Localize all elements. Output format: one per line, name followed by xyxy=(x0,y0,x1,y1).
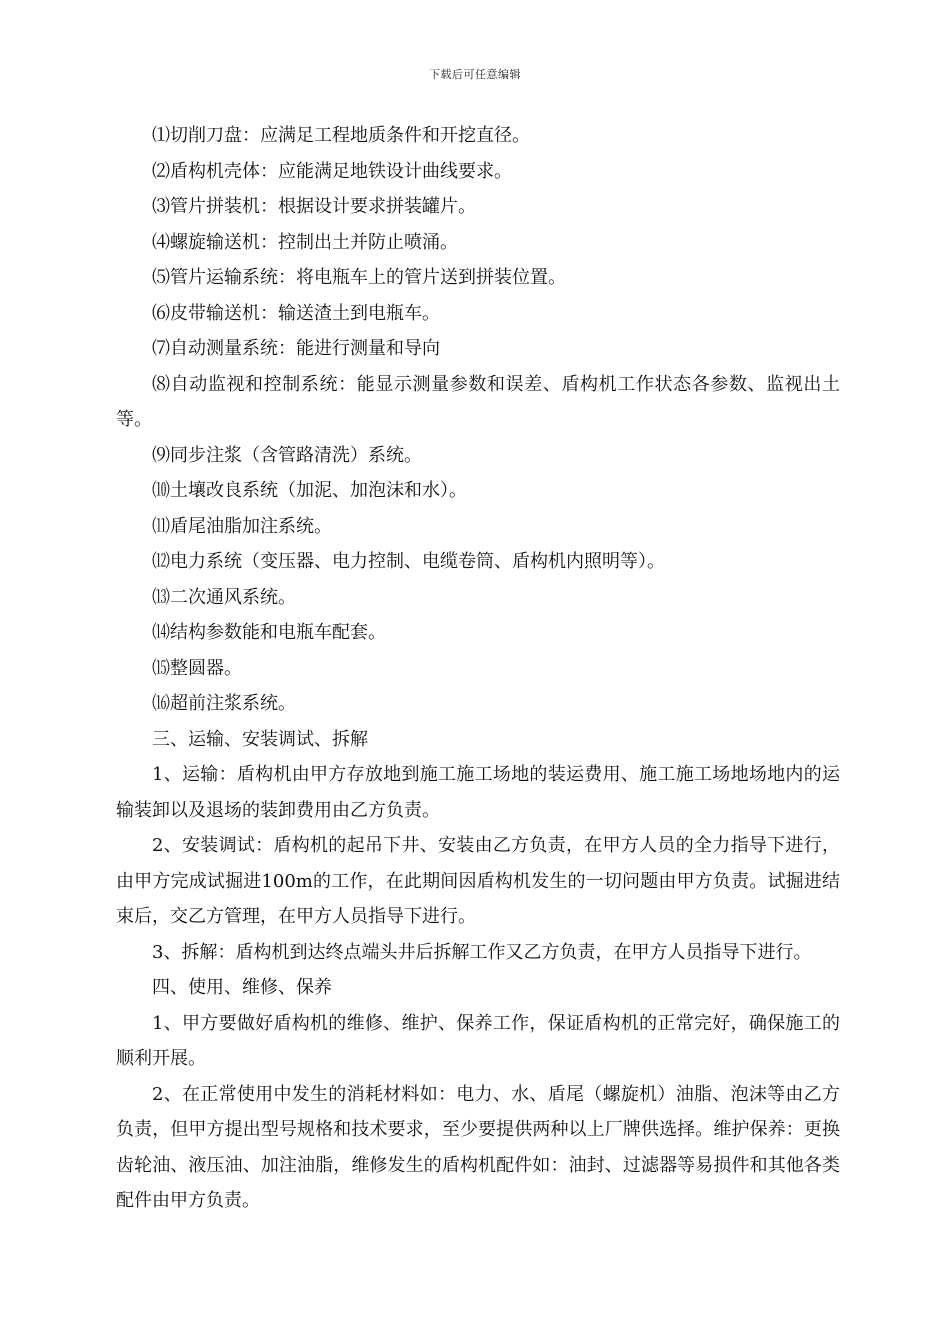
header-note: 下载后可任意编辑 xyxy=(429,68,521,81)
list-item-advance-grouting: ⒃超前注浆系统。 xyxy=(152,693,296,714)
list-item-auto-survey: ⑺自动测量系统：能进行测量和导向 xyxy=(152,338,440,359)
list-item-rounder: ⒂整圆器。 xyxy=(152,657,242,679)
paragraph-dismantling: 3、拆解：盾构机到达终点端头井后拆解工作又乙方负责，在甲方人员指导下进行。 xyxy=(152,941,812,963)
list-item-shield-shell: ⑵盾构机壳体：应能满足地铁设计曲线要求。 xyxy=(152,160,512,182)
section-heading-maintenance: 四、使用、维修、保养 xyxy=(152,977,332,998)
paragraph-maintenance-duty: 1、甲方要做好盾构机的维修、维护、保养工作，保证盾构机的正常完好，确保施工的顺利开展。 xyxy=(116,1012,840,1069)
section-heading-transport: 三、运输、安装调试、拆解 xyxy=(152,728,368,750)
list-item-cutter-head: ⑴切削刀盘：应满足工程地质条件和开挖直径。 xyxy=(152,125,530,146)
list-item-grouting: ⑼同步注浆（含管路清洗）系统。 xyxy=(152,444,422,466)
list-item-segment-erector: ⑶管片拼装机：根据设计要求拼装罐片。 xyxy=(152,196,476,217)
list-item-tail-grease: ⑾盾尾油脂加注系统。 xyxy=(152,515,332,537)
list-item-segment-transport: ⑸管片运输系统：将电瓶车上的管片送到拼装位置。 xyxy=(152,267,566,288)
list-item-monitoring-control: ⑻自动监视和控制系统：能显示测量参数和误差、盾构机工作状态各参数、监视出土等。 xyxy=(116,373,840,430)
paragraph-transport: 1、运输：盾构机由甲方存放地到施工施工场地的装运费用、施工施工场地场地内的运输装卸以及退场的装卸费用由乙方负责。 xyxy=(116,764,840,821)
list-item-screw-conveyor: ⑷螺旋输送机：控制出土并防止喷涌。 xyxy=(152,231,458,253)
paragraph-consumables: 2、在正常使用中发生的消耗材料如：电力、水、盾尾（螺旋机）油脂、泡沫等由乙方负责，但甲方提出型号规格和技术要求，至少要提供两种以上厂牌供选择。维护保养：更换齿轮油、液压油、加注油脂，维修发生的盾构机配件如：油封、过滤器等易损件和其他各类配件由甲方负责。 xyxy=(116,1083,840,1211)
list-item-ventilation: ⒀二次通风系统。 xyxy=(152,586,296,608)
list-item-soil-conditioning: ⑽土壤改良系统（加泥、加泡沫和水）。 xyxy=(152,480,467,501)
paragraph-installation: 2、安装调试：盾构机的起吊下井、安装由乙方负责，在甲方人员的全力指导下进行，由甲方完成试掘进100m的工作，在此期间因盾构机发生的一切问题由甲方负责。试掘进结束后，交乙方管理，在甲方人员指导下进行。 xyxy=(116,835,840,927)
list-item-structure-params: ⒁结构参数能和电瓶车配套。 xyxy=(152,622,386,643)
list-item-belt-conveyor: ⑹皮带输送机：输送渣土到电瓶车。 xyxy=(152,302,440,324)
list-item-power-system: ⑿电力系统（变压器、电力控制、电缆卷筒、盾构机内照明等）。 xyxy=(152,551,665,572)
document-body xyxy=(116,118,840,1219)
